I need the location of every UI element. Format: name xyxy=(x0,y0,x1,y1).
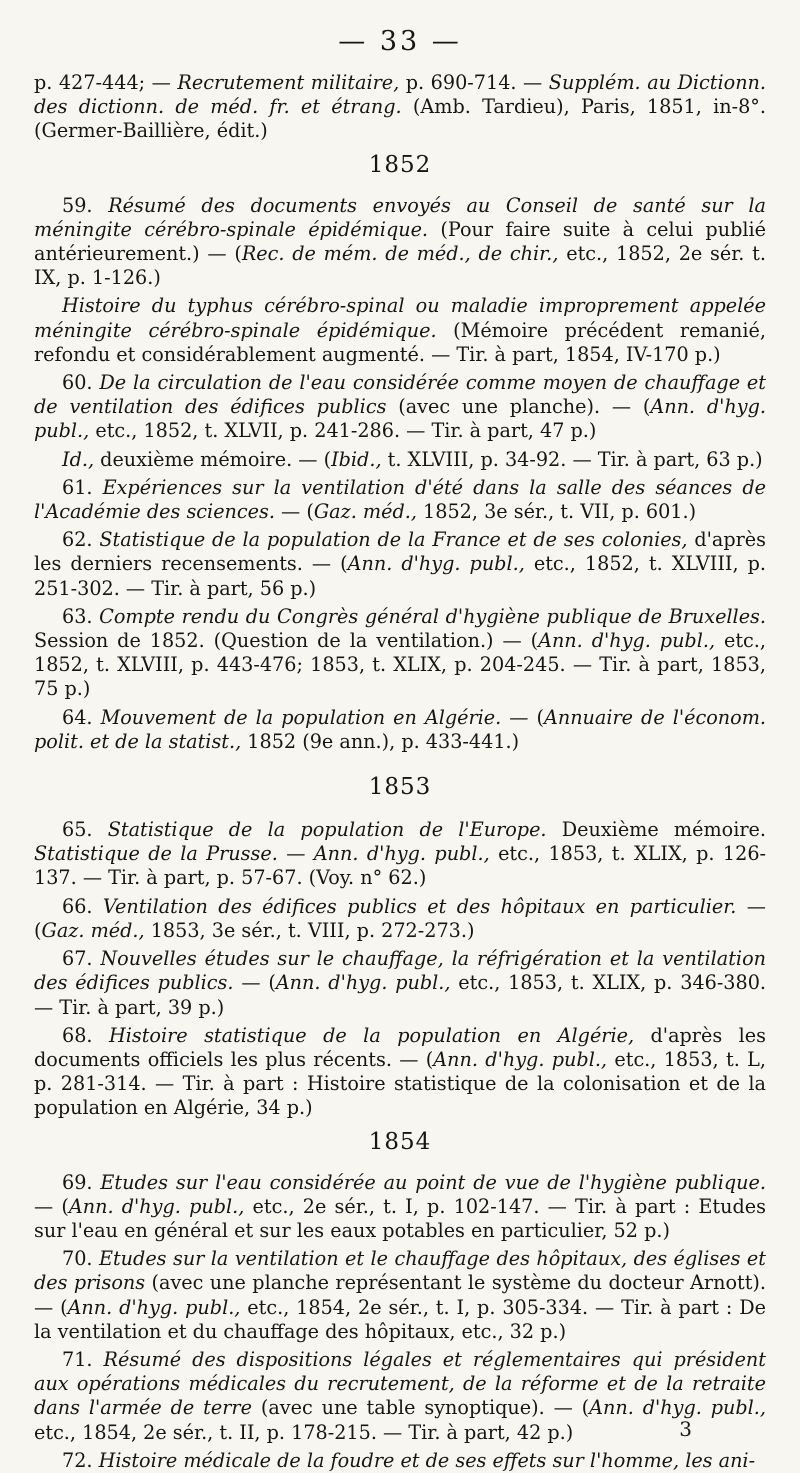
entry-title-text: Id., xyxy=(62,447,95,471)
bibliography-entry xyxy=(34,818,766,891)
signature-mark: 3 xyxy=(679,1417,692,1441)
bibliography-entry xyxy=(34,1449,766,1473)
entry-title-text: Histoire statistique de la population en Algérie, xyxy=(108,1023,635,1047)
entry-text: etc., 1852, t. XLVII, p. 241-286. — Tir. à part, 47 p.) xyxy=(89,419,597,443)
entry-text: etc., 1853, t. XLIX, p. 346-380. — Tir. à part, 39 p.) xyxy=(34,971,767,1019)
entry-text: (Amb. Tardieu), Paris, 1851, in-8°. (Germer-Baillière, édit.) xyxy=(34,95,766,143)
entry-text: d'après les documents officiels les plus récents. — ( xyxy=(34,1023,766,1071)
entry-text: 65. xyxy=(62,818,108,842)
entry-text: p. 690-714. — xyxy=(399,71,549,94)
entry-text: etc., 1852, 2e sér. t. IX, p. 1-126.) xyxy=(34,242,766,290)
entry-text: 1852, 3e sér., t. VII, p. 601.) xyxy=(416,500,697,524)
entry-title-text: Supplém. au Dictionn. des dictionn. de méd. fr. et étrang. xyxy=(34,71,767,119)
entry-text: 60. xyxy=(62,371,100,395)
entry-text: (avec une table synoptique). — ( xyxy=(251,1396,590,1420)
entry-text: etc., 1853, t. XLIX, p. 126-137. — Tir. à part, p. 57-67. (Voy. n° 62.) xyxy=(34,842,767,890)
entries-1853 xyxy=(34,818,766,1120)
entry-title-text: Ann. d'hyg. publ., xyxy=(67,1295,241,1319)
entry-text: etc., 1854, 2e sér., t. II, p. 178-215. — Tir. à part, 42 p.) xyxy=(34,1420,574,1444)
entry-text: 62. xyxy=(62,528,100,552)
entry-title-text: Gaz. méd., xyxy=(313,500,417,524)
entry-text: etc., 1853, t. L, p. 281-314. — Tir. à part : Histoire statistique de la colonisation et de la population en Algérie, 34 p.) xyxy=(34,1047,766,1120)
entry-text: (Pour faire suite à celui publié antérieurement.) — ( xyxy=(34,217,766,266)
entry-text: 67. xyxy=(62,947,101,971)
bibliography-entry xyxy=(34,706,766,754)
entry-text: — ( xyxy=(501,705,544,729)
entry-title-text: Ann. d'hyg. publ., xyxy=(313,842,490,866)
entry-text: 71. xyxy=(62,1347,104,1371)
entry-title-text: Ventilation des édifices publics et des hôpitaux en particulier. xyxy=(102,894,737,918)
entry-title-text: Ann. d'hyg. publ., xyxy=(34,395,766,443)
entry-text: etc., 1852, t. XLVIII, p. 443-476; 1853, t. XLIX, p. 204-245. — Tir. à part, 1853, 75 p.) xyxy=(34,629,766,701)
bibliography-entry xyxy=(34,528,766,601)
entry-title-text: Histoire du typhus cérébro-spinal ou maladie improprement appelée méningite cérébro-spinale épidémique. xyxy=(34,294,766,342)
entry-title-text: De la circulation de l'eau considérée comme moyen de chauffage et de ventilation des édifices publics xyxy=(34,371,766,419)
entry-text: 64. xyxy=(62,705,101,729)
entry-text: 69. xyxy=(62,1170,101,1194)
entry-title-text: Gaz. méd., xyxy=(41,918,145,942)
entry-text: p. 427-444; — xyxy=(34,71,178,94)
entry-title-text: Statistique de la population de la France et de ses colonies, xyxy=(99,528,688,552)
entry-text: (avec une planche représentant le système du docteur Arnott). — ( xyxy=(34,1271,766,1319)
entry-title-text: Ibid., xyxy=(331,447,382,471)
entry-text: etc., 2e sér., t. I, p. 102-147. — Tir. à part : Etudes sur l'eau en général et sur les eaux potables en particulier, 52 p.) xyxy=(34,1194,766,1242)
entry-title-text: Compte rendu du Congrès général d'hygiène publique de Bruxelles. xyxy=(99,604,766,628)
entry-title-text: Statistique de la Prusse. xyxy=(34,842,278,866)
entry-title-text: Ann. d'hyg. publ., xyxy=(68,1194,245,1218)
entry-title-text: Ann. d'hyg. publ., xyxy=(589,1396,766,1420)
entries-1854 xyxy=(34,1171,766,1473)
entry-text: — ( xyxy=(34,894,766,942)
entry-text: — ( xyxy=(274,500,314,524)
entry-text: — ( xyxy=(34,1194,69,1218)
year-heading-1853: 1853 xyxy=(368,774,432,801)
entry-text: Session de 1852. (Question de la ventilation.) — ( xyxy=(34,629,539,653)
entry-title-text: Ann. d'hyg. publ., xyxy=(275,971,451,995)
year-heading-1852: 1852 xyxy=(368,151,432,178)
bibliography-entry xyxy=(34,476,766,524)
entry-title-text: Nouvelles études sur le chauffage, la réfrigération et la ventilation des édifices publics. xyxy=(34,947,766,995)
entry-text: (avec une planche). — ( xyxy=(386,395,651,419)
entry-text: 68. xyxy=(62,1023,109,1047)
entry-text: 59. xyxy=(62,193,109,217)
entry-text: 63. xyxy=(62,604,100,628)
entry-title-text: Ann. d'hyg. publ., xyxy=(347,552,525,576)
entry-text: etc., 1852, t. XLVIII, p. 251-302. — Tir. à part, 56 p.) xyxy=(34,552,767,600)
entry-title-text: Recrutement militaire, xyxy=(177,71,400,94)
entry-text: 66. xyxy=(62,894,103,918)
bibliography-entry xyxy=(34,371,766,444)
bibliography-entry xyxy=(34,1348,766,1445)
entry-title-text: Etudes sur la ventilation et le chauffage des hôpitaux, des églises et des prisons xyxy=(34,1247,766,1295)
bibliography-entry xyxy=(34,895,766,943)
entries-1852 xyxy=(34,194,766,754)
bibliography-entry xyxy=(34,1024,766,1121)
entry-title-text: Résumé des dispositions légales et réglementaires qui président aux opérations médicales du recrutement, de la réforme et de la retraite dans l'armée de terre xyxy=(34,1347,766,1420)
bibliography-entry xyxy=(34,1247,766,1344)
entry-text: 72. xyxy=(62,1448,99,1472)
entry-text: etc., 1854, 2e sér., t. I, p. 305-334. — Tir. à part : De la ventilation et du chauffage des hôpitaux, etc., 32 p.) xyxy=(34,1295,766,1343)
bibliography-entry xyxy=(34,448,766,472)
continuation-entry xyxy=(34,71,766,144)
entry-text: 61. xyxy=(62,475,103,499)
bibliography-entry xyxy=(34,605,766,702)
entry-text: 1852 (9e ann.), p. 433-441.) xyxy=(241,729,520,753)
bibliography-entry xyxy=(34,294,766,367)
entry-text: 70. xyxy=(62,1247,99,1271)
entry-text: t. XLVIII, p. 34-92. — Tir. à part, 63 p.) xyxy=(381,447,763,471)
entry-title-text: Mouvement de la population en Algérie. xyxy=(100,705,502,729)
entry-text: 1853, 3e sér., t. VIII, p. 272-273.) xyxy=(144,918,475,942)
entry-title-text: Ann. d'hyg. publ., xyxy=(538,629,716,653)
entry-text: — ( xyxy=(233,971,276,995)
bibliography-entry xyxy=(34,947,766,1020)
entry-title-text: Rec. de mém. de méd., de chir., xyxy=(241,242,559,266)
entry-title-text: Statistique de la population de l'Europe. xyxy=(107,818,547,842)
entry-text: (Mémoire précédent remanié, refondu et considérablement augmenté. — Tir. à part, 1854, IV-170 p.) xyxy=(34,318,766,366)
page-header: — 33 — xyxy=(338,26,462,57)
entry-title-text: Annuaire de l'économ. polit. et de la statist., xyxy=(34,705,766,753)
entry-text: d'après les derniers recensements. — ( xyxy=(34,528,766,576)
entry-text: — xyxy=(277,842,314,866)
entry-text: deuxième mémoire. — ( xyxy=(94,447,332,471)
year-heading-1854: 1854 xyxy=(368,1128,432,1155)
entry-title-text: Résumé des documents envoyés au Conseil de santé sur la méningite cérébro-spinale épidémique. xyxy=(34,193,766,241)
bibliography-entry xyxy=(34,194,766,291)
entry-title-text: Expériences sur la ventilation d'été dans la salle des séances de l'Académie des sciences. xyxy=(34,475,766,524)
entry-title-text: Etudes sur l'eau considérée au point de vue de l'hygiène publique. xyxy=(100,1170,766,1194)
entry-title-text: Histoire médicale de la foudre et de ses effets sur l'homme, les ani- xyxy=(98,1448,756,1472)
bibliography-entry xyxy=(34,1171,766,1244)
entry-text: Deuxième mémoire. xyxy=(546,818,766,842)
entry-title-text: Ann. d'hyg. publ., xyxy=(433,1047,608,1071)
